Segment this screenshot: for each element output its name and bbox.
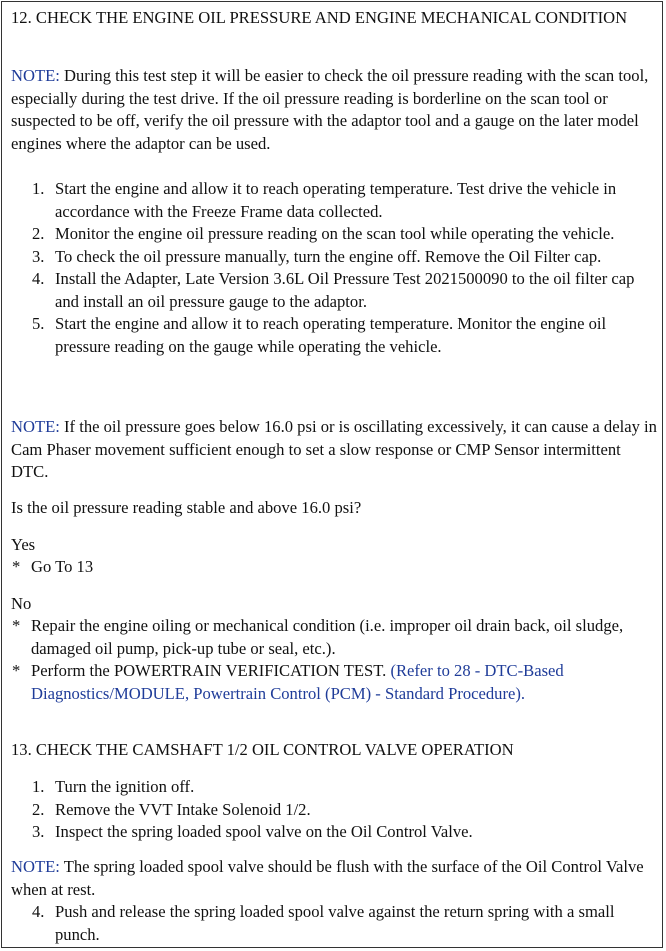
step-13-note: [11, 856, 659, 901]
step-12-title: 12. CHECK THE ENGINE OIL PRESSURE AND ENGINE MECHANICAL CONDITION: [11, 8, 628, 27]
list-item: * Repair the engine oiling or mechanical condition (i.e. improper oil drain back, oil sludge, damaged oil pump, pick-up tube or seal, etc.).: [12, 616, 624, 658]
step-12-note-2: [11, 416, 659, 484]
list-item: 4. Push and release the spring loaded spool valve against the return spring with a small punch.: [32, 902, 615, 944]
step-13-title: 13. CHECK THE CAMSHAFT 1/2 OIL CONTROL VALVE OPERATION: [11, 740, 514, 759]
note-label: NOTE:: [11, 417, 60, 436]
note-label: NOTE:: [11, 857, 60, 876]
step-12-question: Is the oil pressure reading stable and above 16.0 psi?: [11, 498, 362, 517]
step-13-procedure-list: [11, 776, 659, 844]
list-item: * Go To 13: [12, 557, 94, 576]
refer-to-pcm-procedure-link[interactable]: (Refer to 28 - DTC-Based Diagnostics/MODULE, Powertrain Control (PCM) - Standard Procedure).: [31, 661, 564, 703]
yes-list: [11, 556, 659, 579]
no-label: No: [11, 594, 32, 613]
note-label: NOTE:: [11, 66, 60, 85]
yes-label: Yes: [11, 535, 36, 554]
list-item: 2. Monitor the engine oil pressure reading on the scan tool while operating the vehicle.: [32, 224, 615, 243]
list-item: 5. Start the engine and allow it to reach operating temperature. Monitor the engine oil pressure reading on the gauge while operating the vehicle.: [32, 314, 607, 356]
step-12-procedure-list: [11, 178, 659, 358]
step-12-note-1: [11, 65, 659, 155]
note-text: If the oil pressure goes below 16.0 psi or is oscillating excessively, it can cause a delay in Cam Phaser movement sufficient enough to set a slow response or CMP Sensor intermittent DTC.: [11, 417, 657, 481]
list-item: 3. Inspect the spring loaded spool valve on the Oil Control Valve.: [32, 822, 473, 841]
list-item: 1. Start the engine and allow it to reach operating temperature. Test drive the vehicle in accordance with the Freeze Frame data collected.: [32, 179, 617, 221]
step-13-procedure-list-cont: [11, 901, 659, 946]
go-to-13-link[interactable]: Go To 13: [31, 557, 94, 576]
note-text: During this test step it will be easier to check the oil pressure reading with the scan tool, especially during the test drive. If the oil pressure reading is borderline on the scan tool or suspected to be off, verify the oil pressure with the adaptor tool and a gauge on the later model engines where the adaptor can be used.: [11, 66, 649, 153]
list-item: 1. Turn the ignition off.: [32, 777, 195, 796]
no-list: [11, 615, 659, 705]
list-item: 4. Install the Adapter, Late Version 3.6L Oil Pressure Test 2021500090 to the oil filter cap and install an oil pressure gauge to the adaptor.: [32, 269, 635, 311]
list-item: 2. Remove the VVT Intake Solenoid 1/2.: [32, 799, 311, 819]
list-item: * Perform the POWERTRAIN VERIFICATION TEST. (Refer to 28 - DTC-Based Diagnostics/MODULE, Powertrain Control (PCM) - Standard Procedure).: [12, 661, 564, 703]
list-item: 3. To check the oil pressure manually, turn the engine off. Remove the Oil Filter cap.: [32, 246, 602, 266]
note-text: The spring loaded spool valve should be flush with the surface of the Oil Control Valve when at rest.: [11, 857, 644, 899]
